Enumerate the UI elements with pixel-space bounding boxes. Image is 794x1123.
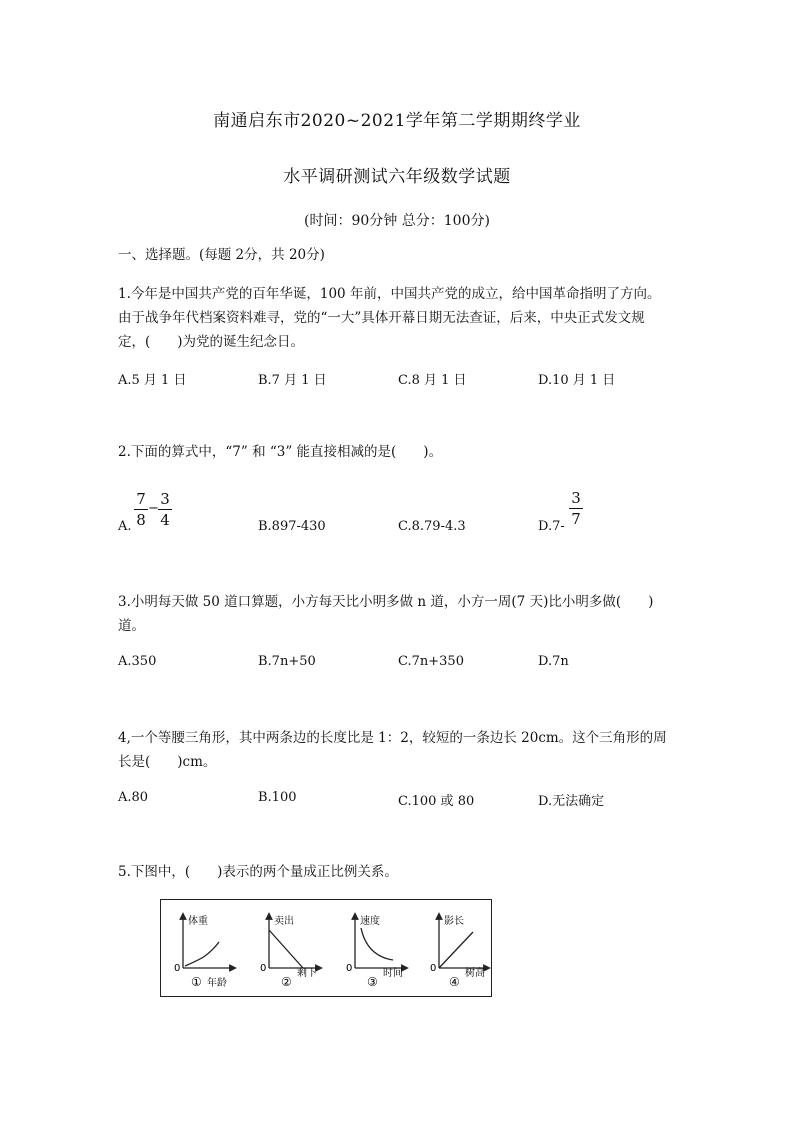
fraction-7-8 (134, 490, 148, 529)
page-title-line1: 南通启东市2020~2021学年第二学期期终学业 (213, 111, 581, 131)
fraction-3-7 (569, 489, 583, 528)
graph-1-origin: 0 (174, 963, 181, 974)
graph-3-origin: 0 (346, 963, 353, 974)
graph-4-origin: 0 (430, 963, 437, 974)
question-1-line-1: 1.今年是中国共产党的百年华诞，100 年前，中国共产党的成立，给中国革命指明了方向。 (118, 286, 661, 302)
q1-option-d: D.10 月 1 日 (538, 373, 616, 388)
q2-option-b: B.897-430 (258, 519, 326, 534)
graph-4 (430, 915, 487, 989)
section-heading: 一、选择题。(每题 2分，共 20分) (118, 247, 325, 263)
q3-option-b: B.7n+50 (258, 654, 316, 669)
question-5-line-1: 5.下图中，( )表示的两个量成正比例关系。 (118, 864, 398, 880)
graph-3-ylabel: 速度 (360, 916, 380, 927)
fraction-denominator: 4 (160, 511, 170, 529)
question-3-line-1: 3.小明每天做 50 道口算题，小方每天比小明多做 n 道，小方一周(7 天)比小明多做( ) (118, 594, 654, 610)
graph-4-ylabel: 影长 (444, 916, 464, 927)
question-3-line-2: 道。 (118, 618, 145, 634)
graph-1-number: ① (191, 975, 202, 989)
graph-1-curve (185, 942, 219, 966)
fraction-3-4 (158, 490, 172, 529)
graph-2-xlabel: 剩下 (297, 968, 317, 979)
q1-option-a: A.5 月 1 日 (118, 373, 187, 388)
graph-3-curve (361, 928, 393, 960)
graph-1 (174, 914, 233, 989)
graph-figure (160, 899, 492, 997)
question-2-line-1: 2.下面的算式中，“7” 和 “3” 能直接相减的是( )。 (118, 444, 443, 460)
question-1-line-3: 定，( )为党的诞生纪念日。 (118, 334, 305, 350)
fraction-denominator: 7 (571, 510, 581, 528)
graph-4-xlabel: 树高 (465, 968, 485, 979)
question-4-line-1: 4,一个等腰三角形，其中两条边的长度比是 1：2，较短的一条边长 20cm。这个三角形的周 (118, 730, 667, 746)
fraction-denominator: 8 (136, 511, 146, 529)
graph-2-origin: 0 (260, 963, 267, 974)
graph-4-number: ④ (449, 975, 460, 989)
graph-2-line (269, 930, 303, 968)
q4-option-c: C.100 或 80 (398, 794, 475, 809)
q2-option-a: A. (118, 519, 132, 534)
q2-option-c: C.8.79-4.3 (398, 519, 466, 534)
graph-3 (346, 914, 405, 989)
q1-option-b: B.7 月 1 日 (258, 373, 327, 388)
q4-option-b: B.100 (258, 790, 297, 805)
graph-4-line (439, 932, 473, 968)
fraction-bar (158, 509, 172, 510)
fraction-bar (569, 508, 583, 509)
q3-option-c: C.7n+350 (398, 654, 464, 669)
graph-1-ylabel: 体重 (188, 916, 208, 927)
graph-1-xlabel: 年龄 (207, 978, 227, 989)
fraction-numerator: 3 (160, 490, 170, 508)
graph-3-number: ③ (367, 975, 378, 989)
fraction-numerator: 3 (571, 489, 581, 507)
question-1-line-2: 由于战争年代档案资料难寻，党的“一大”具体开幕日期无法查证，后来，中央正式发文规 (118, 310, 645, 326)
fraction-bar (134, 509, 148, 510)
page-title-line2: 水平调研测试六年级数学试题 (283, 167, 511, 187)
q3-option-d: D.7n (538, 654, 569, 669)
q2-option-d: D.7- (538, 519, 565, 534)
q1-option-c: C.8 月 1 日 (398, 373, 467, 388)
q3-option-a: A.350 (118, 654, 157, 669)
graph-2-ylabel: 卖出 (274, 916, 294, 927)
q4-option-a: A.80 (118, 790, 149, 805)
graph-2-number: ② (281, 975, 292, 989)
fraction-numerator: 7 (136, 490, 146, 508)
minus-sign: − (148, 501, 159, 516)
q4-option-d: D.无法确定 (538, 794, 605, 809)
question-4-line-2: 长是( )cm。 (118, 754, 217, 770)
graph-2 (260, 914, 319, 989)
time-info: (时间：90分钟 总分：100分) (304, 213, 490, 229)
graphs-svg (161, 900, 491, 996)
graph-3-xlabel: 时间 (383, 968, 403, 979)
